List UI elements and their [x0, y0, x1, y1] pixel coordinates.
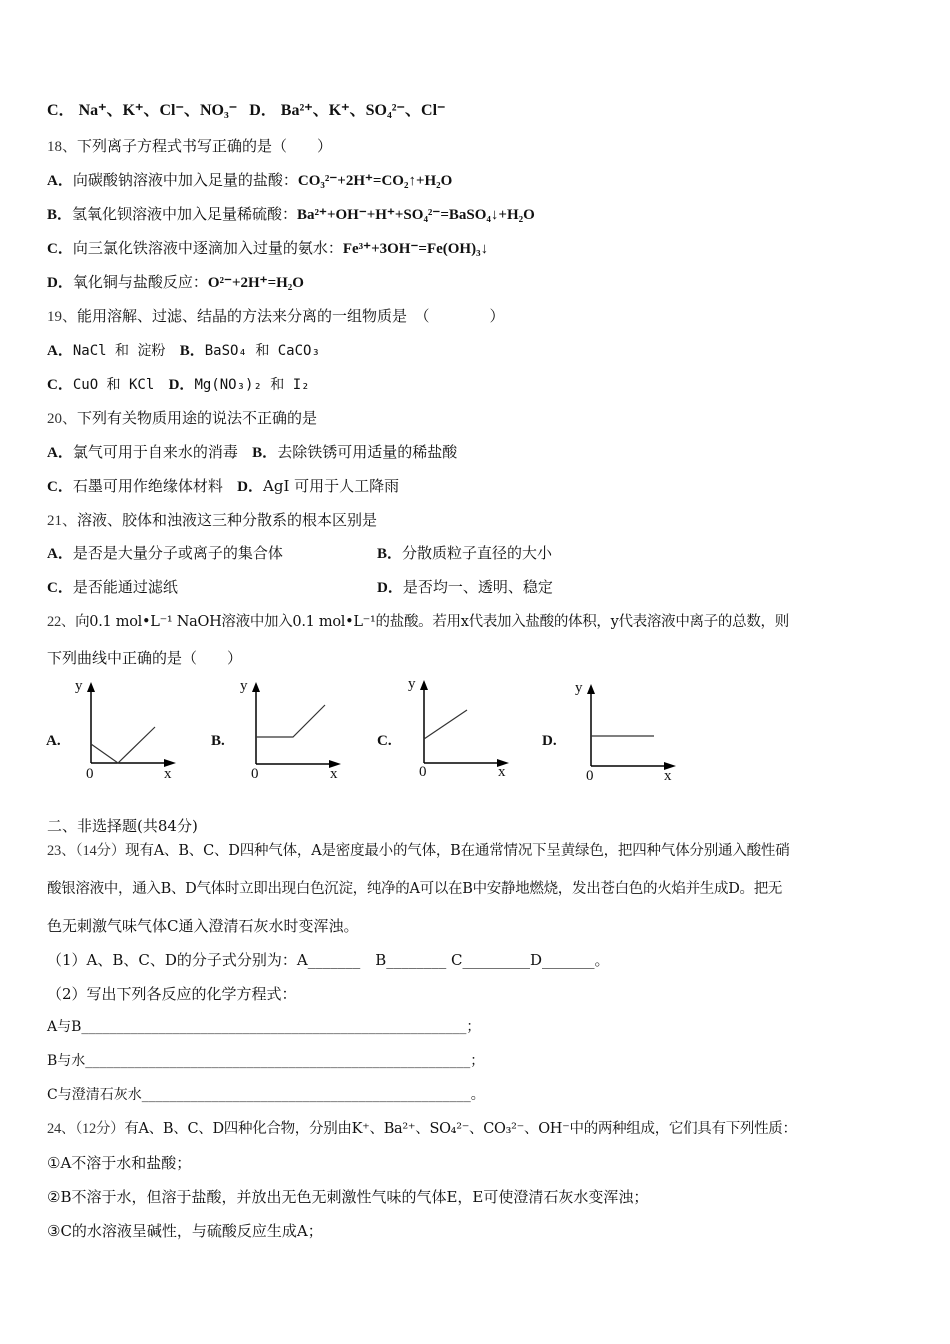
q20-option-a[interactable]: A．氯气可用于自来水的消毒 [47, 443, 238, 461]
graph-d-origin: 0 [586, 768, 594, 784]
q21-option-c[interactable]: C．是否能通过滤纸 [47, 578, 178, 596]
graph-c-origin: 0 [419, 764, 427, 780]
q23-sub2: （2）写出下列各反应的化学方程式： [47, 985, 297, 1003]
q19-options-ab [47, 340, 320, 361]
graph-c-x-label: x [498, 764, 506, 780]
graph-a [80, 678, 180, 773]
q24-prop-2: ②B不溶于水，但溶于盐酸，并放出无色无刺激性气味的气体E，E可使澄清石灰水变浑浊； [47, 1188, 649, 1206]
q17-options-cd [47, 101, 445, 121]
arrow-up-icon [420, 680, 428, 690]
q23-stem-line1: 23、（14分）现有A、B、C、D四种气体，A是密度最小的气体，B在通常情况下呈黄绿色，把四种气体分别通入酸性硝 [47, 843, 790, 859]
q18-option-d[interactable]: D．氧化铜与盐酸反应：O²⁻+2H⁺=H₂O [47, 273, 304, 291]
graph-d-y-label: y [575, 680, 583, 696]
q17-option-c-ions: Na⁺、K⁺、Cl⁻、NO₃⁻ [78, 102, 238, 119]
q21-option-b[interactable]: B．分散质粒子直径的大小 [377, 544, 553, 562]
q19-option-b[interactable]: B．BaSO₄ 和 CaCO₃ [179, 343, 320, 359]
q21-option-a[interactable]: A．是否是大量分子或离子的集合体 [47, 544, 283, 562]
q21-stem: 21、溶液、胶体和浊液这三种分散系的根本区别是 [47, 511, 378, 529]
graph-b-y-label: y [240, 678, 248, 694]
graph-a-x-label: x [164, 766, 172, 782]
arrow-up-icon [87, 682, 95, 692]
arrow-right-icon [329, 760, 341, 768]
q24-prop-3: ③C的水溶液呈碱性，与硫酸反应生成A； [47, 1222, 323, 1240]
q18-option-b[interactable]: B．氢氧化钡溶液中加入足量稀硫酸：Ba²⁺+OH⁻+H⁺+SO₄²⁻=BaSO₄↓+H₂O [47, 205, 535, 223]
arrow-right-icon [164, 759, 176, 767]
q23-eq-c-limewater[interactable]: C与澄清石灰水_______________________________________________。 [47, 1087, 485, 1103]
q20-option-c[interactable]: C．石墨可用作绝缘体材料 [47, 477, 223, 495]
arrow-up-icon [252, 682, 260, 692]
graph-b-x-label: x [330, 766, 338, 782]
graph-b [245, 678, 345, 773]
q20-options-ab [47, 442, 457, 463]
q18-option-a[interactable]: A．向碳酸钠溶液中加入足量的盐酸：CO₃²⁻+2H⁺=CO₂↑+H₂O [47, 171, 453, 189]
q20-option-b[interactable]: B．去除铁锈可用适量的稀盐酸 [252, 443, 458, 461]
arrow-right-icon [497, 759, 509, 767]
q19-stem: 19、能用溶解、过滤、结晶的方法来分离的一组物质是 （ ） [47, 307, 505, 325]
q23-eq-a-b[interactable]: A与B_______________________________________________________； [47, 1019, 481, 1035]
graph-a-y-label: y [75, 678, 83, 694]
section-2-title: 二、非选择题(共84分) [47, 817, 198, 835]
q20-stem: 20、下列有关物质用途的说法不正确的是 [47, 409, 318, 427]
graph-c [413, 676, 513, 771]
graph-b-origin: 0 [251, 766, 259, 782]
q24-prop-1: ①A不溶于水和盐酸； [47, 1154, 192, 1172]
q21-option-d[interactable]: D．是否均一、透明、稳定 [377, 578, 553, 596]
graph-a-label[interactable]: A. [46, 733, 61, 749]
q19-options-cd [47, 374, 310, 395]
q17-option-d-ions: Ba²⁺、K⁺、SO₄²⁻、Cl⁻ [280, 102, 446, 119]
q18-stem: 18、下列离子方程式书写正确的是（ ） [47, 137, 333, 155]
q20-option-d[interactable]: D．AgI 可用于人工降雨 [237, 477, 400, 495]
graph-d-x-label: x [664, 768, 672, 784]
graph-b-label[interactable]: B. [211, 733, 225, 749]
q23-stem-line2: 酸银溶液中，通入B、D气体时立即出现白色沉淀，纯净的A可以在B中安静地燃烧，发出苍白色的火焰并生成D。把无 [47, 881, 783, 897]
graph-d-label[interactable]: D. [542, 733, 557, 749]
q17-option-c-label: C． [47, 102, 75, 119]
graph-c-y-label: y [408, 676, 416, 692]
q20-options-cd [47, 476, 399, 497]
q19-option-a[interactable]: A．NaCl 和 淀粉 [47, 343, 166, 359]
arrow-right-icon [664, 762, 676, 770]
q23-sub1[interactable]: （1）A、B、C、D的分子式分别为：A_______ B________ C_________D_______。 [47, 951, 610, 969]
q22-stem-line1: 22、向0.1 mol•L⁻¹ NaOH溶液中加入0.1 mol•L⁻¹的盐酸。若用x代表加入盐酸的体积，y代表溶液中离子的总数，则 [47, 614, 789, 630]
q17-option-d-label: D． [249, 102, 277, 119]
q24-stem: 24、（12分）有A、B、C、D四种化合物，分别由K⁺、Ba²⁺、SO₄²⁻、CO₃²⁻、OH⁻中的两种组成，它们具有下列性质： [47, 1121, 797, 1137]
q19-option-d[interactable]: D．Mg(NO₃)₂ 和 I₂ [168, 377, 310, 393]
arrow-up-icon [587, 684, 595, 694]
q23-eq-b-water[interactable]: B与水_______________________________________________________； [47, 1053, 485, 1069]
q23-stem-line3: 色无刺激气味气体C通入澄清石灰水时变浑浊。 [47, 917, 359, 935]
graph-a-origin: 0 [86, 766, 94, 782]
graph-d [580, 680, 680, 775]
q18-option-c[interactable]: C．向三氯化铁溶液中逐滴加入过量的氨水：Fe³⁺+3OH⁻=Fe(OH)₃↓ [47, 239, 489, 257]
q19-option-c[interactable]: C．CuO 和 KCl [47, 377, 155, 393]
q22-stem-line2: 下列曲线中正确的是（ ） [47, 649, 243, 667]
graph-c-label[interactable]: C. [377, 733, 392, 749]
